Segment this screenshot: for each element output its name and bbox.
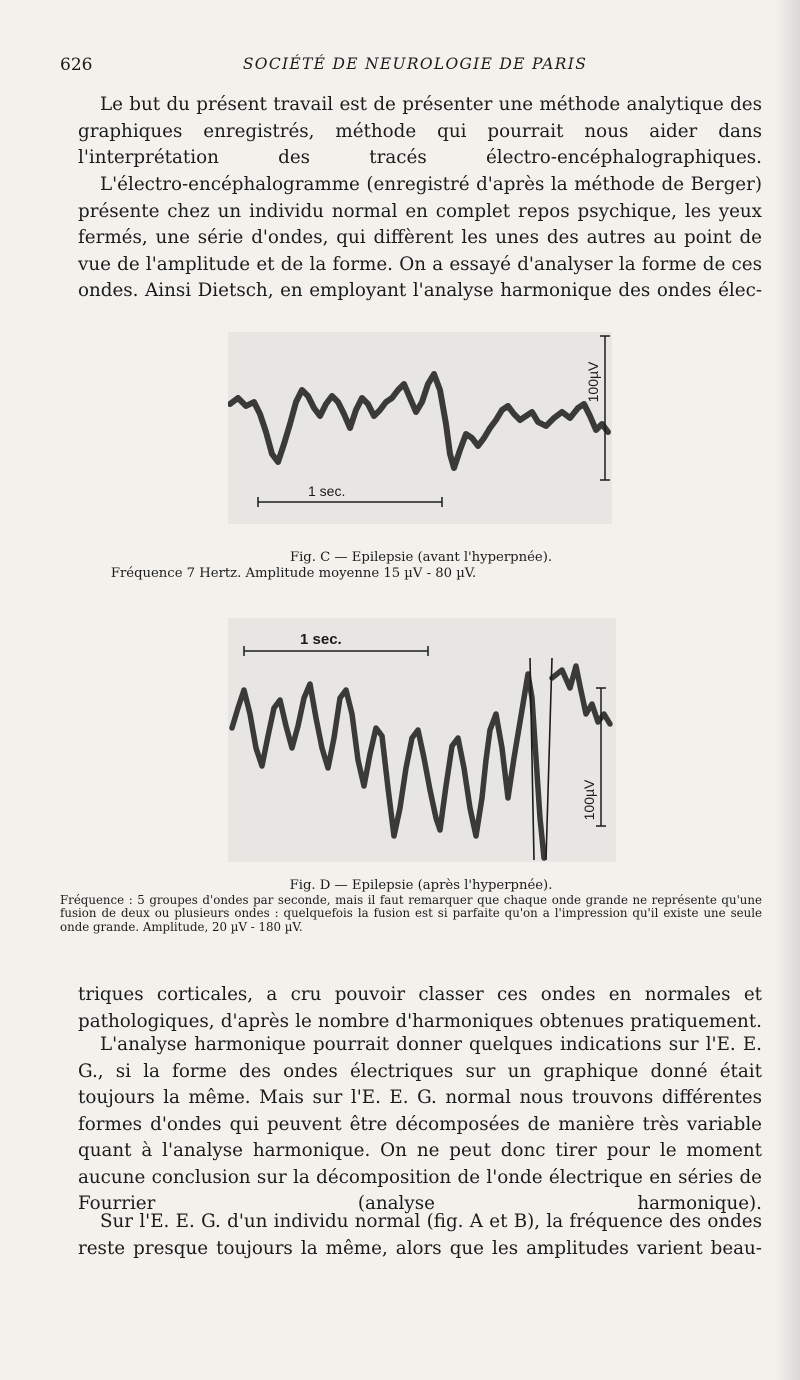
figure-d-waveform	[232, 674, 544, 858]
figure-d-caption-title: Fig. D — Epilepsie (après l'hyperpnée).	[289, 878, 553, 893]
page-number: 626	[60, 55, 93, 75]
figure-d-eeg-trace	[228, 618, 616, 862]
figure-c-waveform	[230, 374, 608, 468]
paragraph-4: L'analyse harmonique pourrait donner quelques indications sur l'E. E. G., si la forme des ondes électriques sur un graphique donné était toujours la même. Mais sur l'E. E. G. normal nous trouvons différentes formes d'ondes qui peuvent être décomposées de manière très variable quant à l'analyse harmonique. On ne peut donc tirer pour le moment aucune conclusion sur la décomposition de l'onde électrique en séries de Fourrier (analyse harmonique).	[78, 1034, 762, 1214]
paragraph-3: triques corticales, a cru pouvoir classer ces ondes en normales et pathologiques, d'après le nombre d'harmoniques obtenues pratiquement.	[78, 984, 762, 1032]
figure-c-caption-detail: Fréquence 7 Hertz. Amplitude moyenne 15 µV - 80 µV.	[110, 565, 477, 581]
figure-c-scale-label: 100µV	[585, 361, 601, 403]
figure-c-caption	[80, 550, 762, 581]
figure-d-time-label: 1 sec.	[300, 631, 342, 648]
page-edge-shadow	[776, 0, 800, 1380]
figure-d-caption-detail: Fréquence : 5 groupes d'ondes par seconde, mais il faut remarquer que chaque onde grande ne représente qu'une fusion de deux ou plusieurs ondes : quelquefois la fusion est si parfaite qu'on a l'impression qu'il existe une seule onde grande. Amplitude, 20 µV - 180 µV.	[60, 892, 762, 934]
figure-d-caption	[60, 878, 762, 934]
figure-c-eeg-trace	[228, 332, 612, 524]
running-header	[60, 55, 770, 81]
paragraph-5: Sur l'E. E. G. d'un individu normal (fig. A et B), la fréquence des ondes reste presque toujours la même, alors que les amplitudes varient beau-	[78, 1211, 762, 1259]
figure-c-time-label: 1 sec.	[308, 483, 346, 499]
paragraph-2: L'électro-encéphalogramme (enregistré d'après la méthode de Berger) présente chez un individu normal en complet repos psychique, les yeux fermés, une série d'ondes, qui diffèrent les unes des autres au point de vue de l'amplitude et de la forme. On a essayé d'analyser la forme de ces ondes. Ainsi Dietsch, en employant l'analyse harmonique des ondes élec-	[78, 174, 762, 301]
running-title: SOCIÉTÉ DE NEUROLOGIE DE PARIS	[242, 55, 588, 73]
paragraph-1: Le but du présent travail est de présenter une méthode analytique des graphiques enregistrés, méthode qui pourrait nous aider dans l'interprétation des tracés électro-encéphalographiques.	[78, 94, 762, 168]
figure-c-caption-title: Fig. C — Epilepsie (avant l'hyperpnée).	[289, 550, 553, 565]
figure-d-scale-label: 100µV	[581, 779, 597, 821]
